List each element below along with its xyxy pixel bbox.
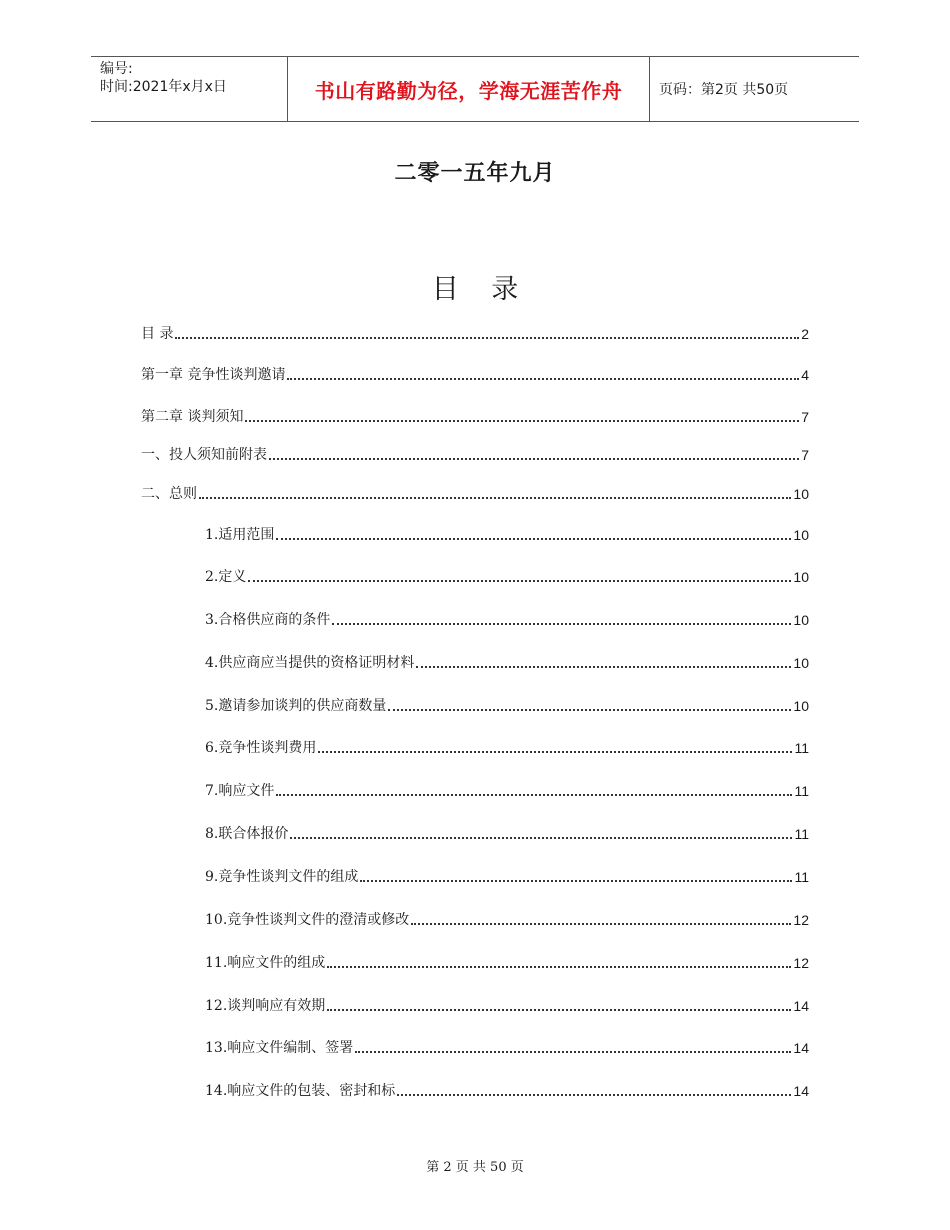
toc-entry[interactable]: [141, 696, 809, 716]
toc-entry[interactable]: [141, 1081, 809, 1101]
toc-dot-leader: [245, 420, 799, 422]
toc-entry[interactable]: [141, 824, 809, 844]
toc-dot-leader: [175, 337, 799, 339]
toc-dot-leader: [290, 837, 792, 839]
toc-entry[interactable]: [141, 653, 809, 673]
toc-entry-page: 14: [793, 1040, 809, 1056]
toc-entry-label: 5.邀请参加谈判的供应商数量: [205, 698, 387, 714]
toc-entry-page: 10: [793, 612, 809, 628]
toc-entry[interactable]: [141, 867, 809, 887]
toc-entry-label: 一、投人须知前附表: [141, 447, 267, 463]
toc-entry[interactable]: [141, 407, 809, 427]
toc-entry-label: 8.联合体报价: [205, 826, 289, 842]
toc-entry-page: 14: [793, 1083, 809, 1099]
toc-entry-label: 6.竞争性谈判费用: [205, 740, 317, 756]
toc-entry[interactable]: [141, 610, 809, 630]
toc-entry-label: 12.谈判响应有效期: [205, 998, 326, 1014]
document-time-label: 时间:2021年x月x日: [100, 79, 227, 95]
toc-entry[interactable]: [141, 953, 809, 973]
page-footer: 第 2 页 共 50 页: [426, 1160, 524, 1175]
toc-entry[interactable]: [141, 525, 809, 545]
document-number-label: 编号:: [100, 61, 133, 77]
toc-dot-leader: [360, 880, 792, 882]
toc-entry-label: 10.竞争性谈判文件的澄清或修改: [205, 912, 410, 928]
toc-entry-page: 10: [793, 698, 809, 714]
toc-entry[interactable]: [141, 910, 809, 930]
toc-entry-label: 3.合格供应商的条件: [205, 612, 331, 628]
toc-dot-leader: [287, 378, 799, 380]
toc-entry[interactable]: [141, 365, 809, 385]
toc-dot-leader: [397, 1094, 791, 1096]
date-title: 二零一五年九月: [394, 161, 556, 186]
toc-entry-page: 10: [793, 655, 809, 671]
toc-entry-page: 2: [801, 326, 809, 342]
toc-entry-label: 4.供应商应当提供的资格证明材料: [205, 655, 415, 671]
toc-dot-leader: [269, 458, 799, 460]
toc-entry-page: 14: [793, 998, 809, 1014]
toc-dot-leader: [199, 497, 791, 499]
toc-entry-page: 10: [793, 527, 809, 543]
toc-dot-leader: [332, 623, 791, 625]
toc-entry[interactable]: [141, 445, 809, 465]
toc-entry-label: 二、总则: [141, 486, 197, 502]
page-header: [91, 56, 859, 122]
header-page-info: 页码：第2页 共50页: [659, 82, 789, 98]
toc-dot-leader: [276, 538, 791, 540]
toc-entry-page: 7: [801, 409, 809, 425]
toc-entry-label: 13.响应文件编制、签署: [205, 1040, 354, 1056]
toc-entry-label: 目 录: [141, 326, 174, 342]
toc-dot-leader: [388, 709, 791, 711]
toc-entry[interactable]: [141, 484, 809, 504]
toc-entry-label: 9.竞争性谈判文件的组成: [205, 869, 359, 885]
toc-entry-label: 14.响应文件的包装、密封和标: [205, 1083, 396, 1099]
toc-entry-page: 11: [794, 783, 809, 799]
toc-entry-label: 7.响应文件: [205, 783, 275, 799]
toc-title: 目 录: [431, 274, 531, 305]
toc-entry[interactable]: [141, 1038, 809, 1058]
header-motto: 书山有路勤为径，学海无涯苦作舟: [287, 57, 650, 121]
toc-entry[interactable]: [141, 996, 809, 1016]
toc-entry-label: 11.响应文件的组成: [205, 955, 326, 971]
toc-entry[interactable]: [141, 781, 809, 801]
header-meta: [91, 57, 287, 121]
toc-entry-page: 7: [801, 447, 809, 463]
toc-entry-label: 第二章 谈判须知: [141, 409, 244, 425]
toc-entry-label: 2.定义: [205, 569, 247, 585]
toc-entry-label: 第一章 竞争性谈判邀请: [141, 367, 286, 383]
toc-dot-leader: [411, 923, 791, 925]
toc-dot-leader: [355, 1051, 791, 1053]
toc-entry[interactable]: [141, 567, 809, 587]
toc-dot-leader: [416, 666, 791, 668]
toc-entry-page: 11: [794, 869, 809, 885]
toc-entry-page: 10: [793, 569, 809, 585]
toc-entry-page: 11: [794, 826, 809, 842]
toc-entry-page: 12: [793, 955, 809, 971]
toc-dot-leader: [248, 580, 791, 582]
toc-entry-page: 4: [801, 367, 809, 383]
toc-entry-page: 12: [793, 912, 809, 928]
toc-dot-leader: [318, 751, 792, 753]
toc-entry-label: 1.适用范围: [205, 527, 275, 543]
toc-entry-page: 11: [794, 740, 809, 756]
toc-entry[interactable]: [141, 738, 809, 758]
toc-dot-leader: [327, 1009, 791, 1011]
toc-dot-leader: [276, 794, 792, 796]
toc-entry-page: 10: [793, 486, 809, 502]
toc-entry[interactable]: [141, 324, 809, 344]
toc-dot-leader: [327, 966, 791, 968]
